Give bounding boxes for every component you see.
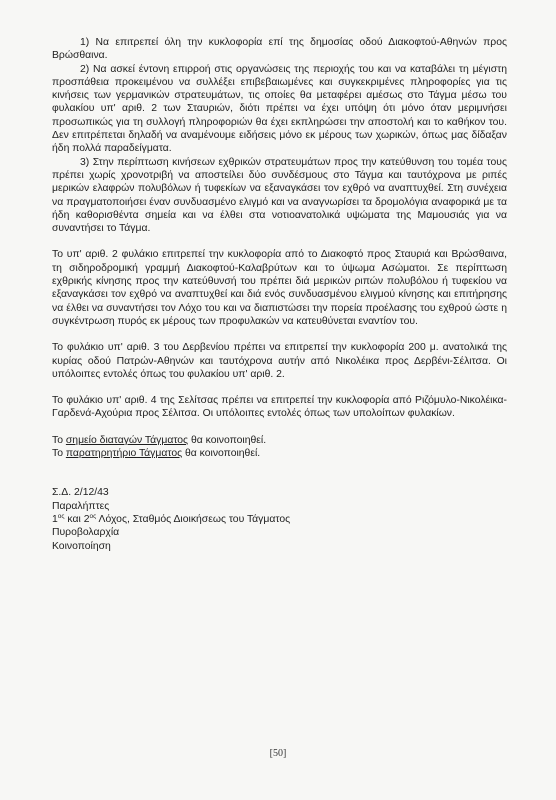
r1-rest: Λόχος, Σταθμός Διοικήσεως του Τάγματος xyxy=(96,513,291,525)
paragraph-3: 3) Στην περίπτωση κινήσεων εχθρικών στρατευμάτων προς την κατεύθυνση του τομέα τους πρέπει χωρίς χρονοτριβή να αποστείλει δύο συνδέσμους στο Τάγμα και ταυτόχρονα με ριπές μερικών ελαφρών πολυβόλων ή τυφεκίων να εξαναγκάσει τον εχθρό να αναπτυχθεί. Στη συνέχεια να πραγματοποιήσει έναν συνδυασμένο ελιγμό και να αναγνωρίσει τα δρομολόγια αναφορικά με τα ήδη καθορισθέντα σημεία και να έλθει στα νοτιοανατολικά υψώματα της Μαμουσιάς για να συναντήσει το Τάγμα. xyxy=(52,156,507,235)
notify2-suffix: θα κοινοποιηθεί. xyxy=(182,448,261,460)
recipient-2: Πυροβολαρχία xyxy=(52,527,120,539)
page-number: [50] xyxy=(269,748,287,759)
r1-mid: και xyxy=(64,513,84,525)
notify1-underlined: σημείο διαταγών Τάγματος xyxy=(65,434,189,446)
notification-line-1 xyxy=(52,434,507,447)
paragraph-2: 2) Να ασκεί έντονη επιρροή στις οργανώσεις της περιοχής του και να καταβάλει τη μέγιστη προσπάθεια προκειμένου να συλλέξει επιβεβαιωμένες και συγκεκριμένες πληροφορίες για τις κινήσεις των γερμανικών στρατευμάτων, τις οποίες θα μεταφέρει αμέσως στο Τάγμα μέσω του φυλακίου υπ' αριθ. 2 των Σταυριών, διότι πρέπει να έχει υπόψη ότι μόνο όταν μεριμνήσει προσωπικώς για τη συλλογή πληροφοριών θα έχει εκπληρώσει την αποστολή και το καθήκον του. Δεν επιτρέπεται δηλαδή να αναμένουμε ειδήσεις μόνο εκ μέρους των χωρικών, όπως μας δίδαξαν ήδη πολλά παραδείγματα. xyxy=(52,63,507,155)
paragraph-6: Το φυλάκιο υπ' αριθ. 4 της Σελίτσας πρέπει να επιτρεπεί την κυκλοφορία από Ριζόμυλο-Νικολέικα-Γαρδενά-Αχούρια προς Σέλιτσα. Οι υπόλοιπες εντολές όπως των υπολοίπων φυλακίων. xyxy=(52,395,507,420)
r1-sup2: ος xyxy=(89,512,97,520)
paragraph-1: 1) Να επιτρεπεί όλη την κυκλοφορία επί της δημοσίας οδού Διακοφτού-Αθηνών προς Βρώσθαινα. xyxy=(52,37,507,62)
notify2-underlined: παρατηρητήριο Τάγματος xyxy=(65,448,183,460)
notify1-prefix: Το xyxy=(52,434,66,446)
notify2-prefix: Το xyxy=(52,448,66,460)
r1-sup1: ος xyxy=(57,512,65,520)
recipient-1 xyxy=(52,513,507,526)
signature-date: Σ.Δ. 2/12/43 xyxy=(52,487,109,499)
paragraph-5: Το φυλάκιο υπ' αριθ. 3 του Δερβενίου πρέπει να επιτρεπεί την κυκλοφορία 200 μ. ανατολικά της κυρίας οδού Πατρών-Αθηνών και ταυτόχρονα αυτήν από Νικολέικα προς Δερβένι-Σέλιτσα. Οι υπόλοιπες εντολές όπως του φυλακίου υπ' αριθ. 2. xyxy=(52,342,507,380)
paragraph-4: Το υπ' αριθ. 2 φυλάκιο επιτρεπεί την κυκλοφορία από το Διακοφτό προς Σταυριά και Βρώσθαινα, τη σιδηροδρομική γραμμή Διακοφτού-Καλαβρύτων και το ύψωμα Ασώματοι. Σε περίπτωση εχθρικής κίνησης προς την κατεύθυνσή του πρέπει διά μερικών ριπών πολυβόλου ή τυφεκίου να εξαναγκάσει τον εχθρό να αναπτυχθεί και διά ενός συνδυασμένου ελιγμού κίνησης και επιτήρησης να έλθει να συναντήσει τον Λόχο του και να διαπιστώσει την πορεία προέλασης του εχθρού ώστε η συγκέντρωση πυρός εκ μέρους των προφυλακών να κατευθύνεται εναντίον του. xyxy=(52,249,507,327)
document-body xyxy=(52,36,507,553)
r1-num1: 1 xyxy=(52,513,58,525)
notify1-suffix: θα κοινοποιηθεί. xyxy=(188,434,267,446)
recipients-title: Παραλήπτες xyxy=(52,500,110,512)
notification-line-2 xyxy=(52,447,507,460)
r1-num2: 2 xyxy=(83,513,90,525)
recipient-3: Κοινοποίηση xyxy=(52,540,111,552)
